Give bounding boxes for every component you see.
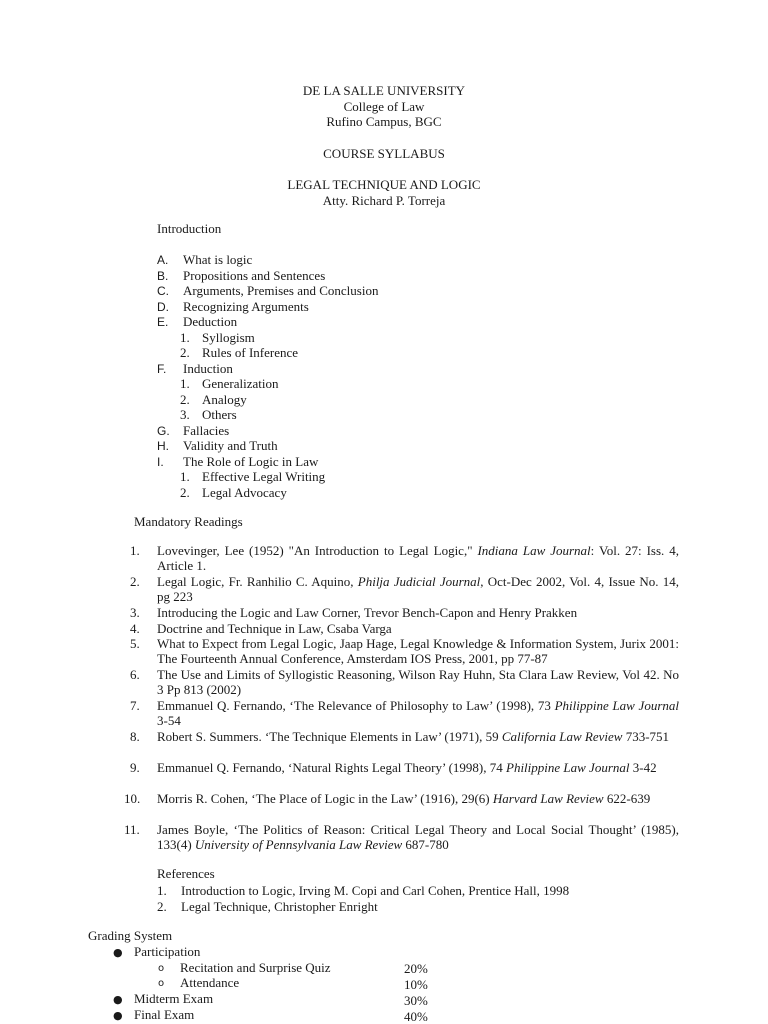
- grading-final-percent: 40%: [404, 1009, 428, 1024]
- reading-citation-tail: 622-639: [603, 791, 651, 806]
- outline-item: [157, 423, 229, 439]
- outline-number: 2.: [180, 391, 190, 407]
- outline-item: [157, 252, 252, 268]
- outline-text: Rules of Inference: [202, 345, 299, 360]
- reading-text: [157, 667, 679, 698]
- reading-number: 6.: [130, 667, 140, 682]
- document-type: COURSE SYLLABUS: [323, 146, 445, 161]
- reading-number: 10.: [124, 791, 141, 806]
- outline-item: [157, 438, 278, 454]
- reading-text: [157, 605, 679, 620]
- outline-text: Analogy: [202, 391, 247, 407]
- reading-text: [157, 636, 679, 667]
- grading-attendance: Attendance: [180, 975, 240, 990]
- outline-subitem: [180, 485, 287, 500]
- reference-text: Legal Technique, Christopher Enright: [181, 899, 378, 914]
- reading-number: 2.: [130, 574, 140, 589]
- reading-citation: Legal Logic, Fr. Ranhilio C. Aquino,: [157, 574, 358, 589]
- outline-number: 2.: [180, 484, 190, 500]
- outline-item: [157, 361, 233, 377]
- college-name: College of Law: [343, 98, 425, 114]
- reading-journal: Harvard Law Review: [492, 791, 604, 806]
- bullet-icon: ●: [113, 993, 123, 1006]
- reading-number: 9.: [130, 760, 140, 775]
- reading-text: [157, 729, 679, 744]
- reading-number: 7.: [130, 698, 140, 713]
- reading-citation-tail: 3-54: [157, 713, 181, 729]
- reading-journal: California Law Review: [501, 729, 623, 744]
- outline-number: 1.: [180, 469, 190, 484]
- reading-citation: Doctrine and Technique in Law, Csaba Varga: [157, 621, 392, 636]
- reading-citation: James Boyle, ‘The Politics of Reason: Critical Legal Theory and Local Social Thought’ (1985), 133(4): [157, 822, 679, 853]
- outline-item: [157, 299, 309, 315]
- outline-letter: D.: [157, 299, 169, 314]
- outline-text: Syllogism: [202, 329, 255, 345]
- outline-letter: B.: [157, 268, 169, 283]
- reading-text: [157, 822, 679, 853]
- reading-citation: Robert S. Summers. ‘The Technique Elements in Law’ (1971), 59: [157, 729, 502, 744]
- reading-number: 1.: [130, 543, 140, 558]
- grading-recitation: Recitation and Surprise Quiz: [180, 960, 331, 975]
- reading-citation-tail: : Vol. 27: Iss. 4, Article 1.: [157, 543, 679, 574]
- reading-journal: Philippine Law Journal: [506, 760, 630, 775]
- outline-text: Generalization: [202, 376, 279, 391]
- course-title: LEGAL TECHNIQUE AND LOGIC: [287, 177, 481, 192]
- outline-text: What is logic: [183, 252, 253, 267]
- outline-text: Induction: [183, 360, 233, 376]
- grading-midterm: Midterm Exam: [134, 991, 214, 1006]
- outline-subitem: [180, 330, 255, 345]
- reading-number: 5.: [130, 636, 140, 651]
- outline-item: [157, 268, 325, 284]
- outline-letter: G.: [157, 423, 170, 438]
- grading-heading: Grading System: [88, 928, 173, 943]
- reading-text: [157, 760, 679, 775]
- reading-text: [157, 621, 679, 636]
- document-header: [0, 83, 768, 130]
- outline-text: Recognizing Arguments: [183, 298, 309, 314]
- outline-subitem: [180, 469, 325, 484]
- reading-journal: Philippine Law Journal: [554, 698, 679, 713]
- reading-number: 3.: [130, 605, 140, 620]
- outline-number: 2.: [180, 345, 190, 360]
- reading-text: [157, 574, 679, 605]
- instructor-name: Atty. Richard P. Torreja: [322, 192, 446, 208]
- outline-text: The Role of Logic in Law: [183, 453, 319, 469]
- reference-item: [157, 899, 378, 914]
- outline-item: [157, 314, 237, 330]
- reference-number: 1.: [157, 883, 167, 898]
- outline-text: Arguments, Premises and Conclusion: [183, 283, 379, 298]
- outline-text: Others: [202, 407, 237, 422]
- outline-subitem: [180, 407, 237, 422]
- grading-final: Final Exam: [134, 1007, 195, 1022]
- reading-text: [157, 543, 679, 574]
- reading-text: [157, 791, 679, 806]
- outline-text: Deduction: [183, 314, 238, 329]
- outline-subitem: [180, 376, 279, 391]
- bullet-icon: ●: [113, 1009, 123, 1022]
- outline-item: [157, 283, 378, 299]
- outline-text: Legal Advocacy: [202, 484, 287, 500]
- outline-letter: E.: [157, 315, 169, 329]
- grading-attendance-percent: 10%: [404, 977, 428, 992]
- outline-letter: C.: [157, 284, 169, 298]
- reading-citation: Emmanuel Q. Fernando, ‘The Relevance of Philosophy to Law’ (1998), 73: [157, 698, 555, 713]
- reading-citation: The Use and Limits of Syllogistic Reasoning, Wilson Ray Huhn, Sta Clara Law Review, Vol 42. No 3 Pp 813 (2002): [157, 667, 679, 698]
- reading-citation: Lovevinger, Lee (1952) "An Introduction to Legal Logic,": [157, 543, 478, 558]
- references-heading: References: [157, 866, 215, 881]
- reading-text: [157, 698, 679, 729]
- outline-subitem: [180, 345, 298, 360]
- outline-item: [157, 454, 318, 470]
- outline-number: 3.: [180, 407, 190, 422]
- outline-text: Fallacies: [183, 422, 230, 438]
- campus-name: Rufino Campus, BGC: [326, 114, 442, 129]
- circle-bullet-icon: o: [158, 963, 165, 974]
- reading-citation-tail: 687-780: [402, 837, 449, 853]
- outline-letter: F.: [157, 361, 167, 376]
- outline-subitem: [180, 392, 247, 407]
- reference-item: [157, 883, 569, 898]
- reading-number: 8.: [130, 729, 140, 744]
- outline-number: 1.: [180, 376, 190, 391]
- course-block: [0, 177, 768, 208]
- reading-citation-tail: 733-751: [622, 729, 670, 744]
- grading-participation: Participation: [134, 944, 201, 959]
- reading-citation-tail: 3-42: [629, 760, 657, 775]
- reading-journal: University of Pennsylvania Law Review: [194, 837, 403, 853]
- university-name: DE LA SALLE UNIVERSITY: [302, 83, 466, 98]
- outline-letter: H.: [157, 439, 169, 453]
- introduction-heading: Introduction: [157, 221, 222, 236]
- reference-text: Introduction to Logic, Irving M. Copi and Carl Cohen, Prentice Hall, 1998: [181, 883, 570, 898]
- grading-recitation-percent: 20%: [404, 961, 428, 976]
- outline-text: Effective Legal Writing: [202, 469, 326, 484]
- outline-letter: I.: [157, 454, 164, 469]
- grading-midterm-percent: 30%: [404, 993, 428, 1008]
- outline-text: Validity and Truth: [183, 438, 278, 453]
- reading-citation-tail: , Oct-Dec 2002, Vol. 4, Issue No. 14, pg 223: [157, 574, 679, 605]
- bullet-icon: ●: [113, 946, 123, 959]
- reading-citation: Introducing the Logic and Law Corner, Trevor Bench-Capon and Henry Prakken: [157, 605, 578, 620]
- reference-number: 2.: [157, 899, 167, 914]
- reading-journal: Indiana Law Journal: [477, 543, 591, 558]
- outline-letter: A.: [157, 253, 169, 267]
- reading-number: 11.: [124, 822, 140, 837]
- reading-citation: Morris R. Cohen, ‘The Place of Logic in the Law’ (1916), 29(6): [157, 791, 493, 806]
- outline-text: Propositions and Sentences: [183, 267, 326, 283]
- reading-citation: Emmanuel Q. Fernando, ‘Natural Rights Legal Theory’ (1998), 74: [157, 760, 506, 775]
- circle-bullet-icon: o: [158, 978, 165, 989]
- reading-citation: What to Expect from Legal Logic, Jaap Hage, Legal Knowledge & Information System, Jurix 2001: The Fourteenth Annual Conference, Amsterdam IOS Press, 2001, pp 77-87: [157, 636, 679, 667]
- readings-heading: Mandatory Readings: [134, 514, 243, 529]
- reading-journal: Philja Judicial Journal: [357, 574, 481, 589]
- outline-number: 1.: [180, 329, 190, 345]
- reading-number: 4.: [130, 621, 140, 636]
